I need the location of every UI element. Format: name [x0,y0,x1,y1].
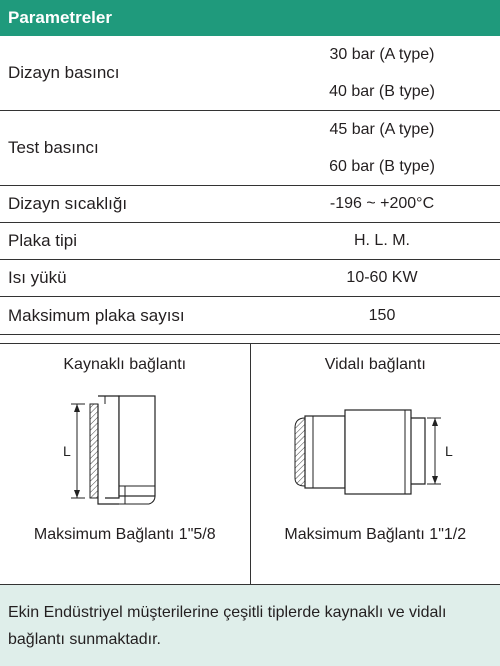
threaded-connection-drawing [275,386,475,516]
threaded-connection-title: Vidalı bağlantı [325,356,426,378]
param-value: 60 bar (B type) [264,148,500,185]
param-value: 30 bar (A type) [264,36,500,73]
footer-text: Ekin Endüstriyel müşterilerine çeşitli tiplerde kaynaklı ve vidalı bağlantı sunmaktadır. [8,604,446,648]
welded-connection-title: Kaynaklı bağlantı [63,356,186,378]
param-value: 10-60 KW [264,260,500,296]
param-label: Isı yükü [0,260,264,296]
param-label: Dizayn basıncı [0,36,264,110]
param-row-plate-type [0,223,500,260]
param-row-max-plates [0,297,500,334]
parameters-title: Parametreler [8,8,112,28]
param-label: Test basıncı [0,111,264,185]
param-value: H. L. M. [264,223,500,259]
param-label: Dizayn sıcaklığı [0,186,264,222]
param-row-design-temperature [0,186,500,223]
param-value: 40 bar (B type) [264,73,500,110]
param-row-heat-load [0,260,500,297]
param-row-test-pressure [0,111,500,186]
welded-dim-label: L [63,443,71,459]
param-value: -196 ~ +200°C [264,186,500,222]
threaded-connection-panel [250,344,500,584]
param-value: 150 [264,297,500,334]
connections-section [0,343,500,585]
welded-connection-drawing [55,386,195,516]
param-label: Plaka tipi [0,223,264,259]
footer-note [0,585,500,666]
parameters-table [0,36,500,335]
param-row-design-pressure [0,36,500,111]
parameters-header [0,0,500,36]
threaded-dim-label: L [445,443,453,459]
param-label: Maksimum plaka sayısı [0,297,264,334]
welded-connection-caption: Maksimum Bağlantı 1"5/8 [34,526,216,544]
threaded-connection-caption: Maksimum Bağlantı 1"1/2 [284,526,466,544]
welded-connection-panel [0,344,250,584]
param-value: 45 bar (A type) [264,111,500,148]
